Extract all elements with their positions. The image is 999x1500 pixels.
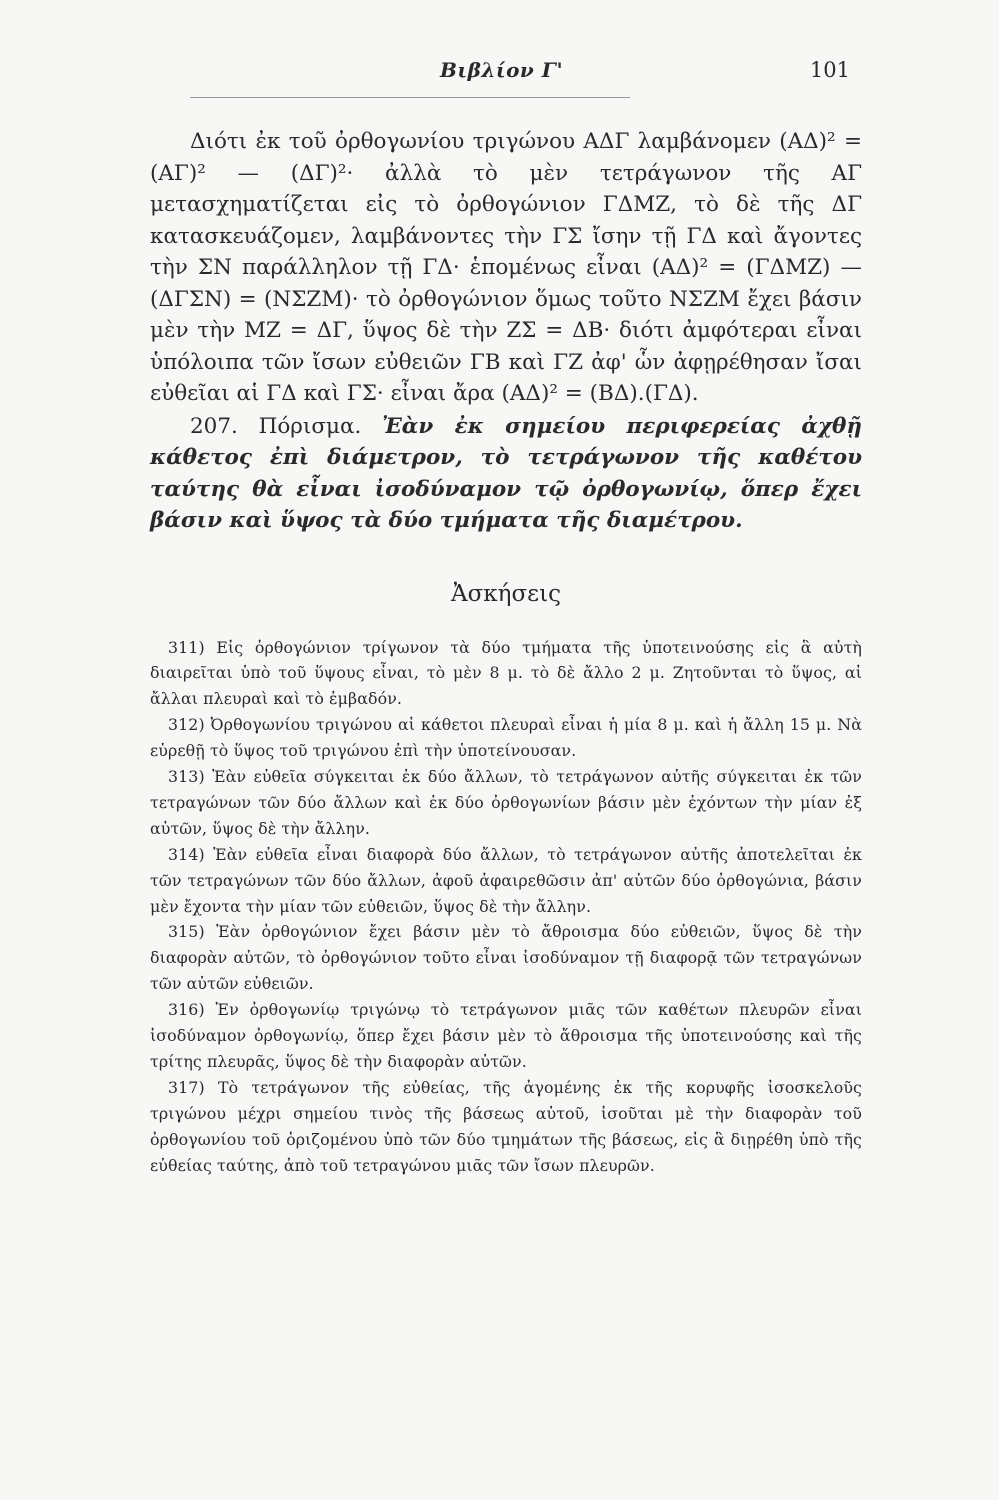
exercise-item: 314) Ἐὰν εὐθεῖα εἶναι διαφορὰ δύο ἄλλων, τὸ τετράγωνον αὐτῆς ἀποτελεῖται ἐκ τῶν τετραγώνων τῶν δύο ἄλλων, ἀφοῦ ἀφαιρεθῶσιν ἀπ' αὐτῶν δύο ὀρθογώνια, βάσιν μὲν ἔχοντα τὴν μίαν τῶν εὐθειῶν, ὕψος δὲ τὴν ἄλλην. xyxy=(150,844,862,916)
exercise-item: 313) Ἐὰν εὐθεῖα σύγκειται ἐκ δύο ἄλλων, τὸ τετράγωνον αὐτῆς σύγκειται ἐκ τῶν τετραγώνων τῶν δύο ἄλλων καὶ ἐκ δύο ὀρθογωνίων βάσιν μὲν ἐχόντων τὴν μίαν ἐξ αὐτῶν, ὕψος δὲ τὴν ἄλλην. xyxy=(150,767,862,838)
porisma-number: 207. Πόρισμα. xyxy=(190,413,362,439)
page-header xyxy=(150,58,850,98)
exercise-item: 312) Ὀρθογωνίου τριγώνου αἱ κάθετοι πλευραὶ εἶναι ἡ μία 8 μ. καὶ ἡ ἄλλη 15 μ. Νὰ εὑρεθῇ τὸ ὕψος τοῦ τριγώνου ἐπὶ τὴν ὑποτείνουσαν. xyxy=(150,715,862,761)
exercise-item: 316) Ἐν ὀρθογωνίῳ τριγώνῳ τὸ τετράγωνον μιᾶς τῶν καθέτων πλευρῶν εἶναι ἰσοδύναμον ὀρθογωνίῳ, ὅπερ ἔχει βάσιν μὲν τὸ ἄθροισμα τῆς ὑποτεινούσης καὶ τῆς τρίτης πλευρᾶς, ὕψος δὲ τὴν διαφορὰν αὐτῶν. xyxy=(150,1000,862,1071)
porisma-paragraph xyxy=(150,411,862,537)
running-title: Βιβλίον Γ' xyxy=(440,58,564,82)
exercise-item: 317) Τὸ τετράγωνον τῆς εὐθείας, τῆς ἀγομένης ἐκ τῆς κορυφῆς ἰσοσκελοῦς τριγώνου μέχρι σημείου τινὸς τῆς βάσεως αὐτοῦ, ἰσοῦται μὲ τὴν διαφορὰν τοῦ ὀρθογωνίου τοῦ ὁριζομένου ὑπὸ τῶν δύο τμημάτων τῆς βάσεως, εἰς ἃ διῃρέθη ὑπὸ τῆς εὐθείας ταύτης, ἀπὸ τοῦ τετραγώνου μιᾶς τῶν ἴσων πλευρῶν. xyxy=(150,1077,862,1175)
page-number: 101 xyxy=(809,58,850,82)
exercise-item: 311) Εἰς ὀρθογώνιον τρίγωνον τὰ δύο τμήματα τῆς ὑποτεινούσης εἰς ἃ αὐτὴ διαιρεῖται ὑπὸ τοῦ ὕψους εἶναι, τὸ μὲν 8 μ. τὸ δὲ ἄλλο 2 μ. Ζητοῦνται τὸ ὕψος, αἱ ἄλλαι πλευραὶ καὶ τὸ ἐμβαδόν. xyxy=(150,637,862,709)
porisma-statement: Ἐὰν ἐκ σημείου περιφερείας ἀχθῇ κάθετος ἐπὶ διάμετρον, τὸ τετράγωνον τῆς καθέτου ταύτης θὰ εἶναι ἰσοδύναμον τῷ ὀρθογωνίῳ, ὅπερ ἔχει βάσιν καὶ ὕψος τὰ δύο τμήματα τῆς διαμέτρου. xyxy=(150,413,862,533)
page-body xyxy=(150,126,862,1179)
exercise-item: 315) Ἐὰν ὀρθογώνιον ἔχει βάσιν μὲν τὸ ἄθροισμα δύο εὐθειῶν, ὕψος δὲ τὴν διαφορὰν αὐτῶν, τὸ ὀρθογώνιον τοῦτο εἶναι ἰσοδύναμον τῇ διαφορᾷ τῶν τετραγώνων τῶν αὐτῶν εὐθειῶν. xyxy=(150,922,862,994)
exercise-list xyxy=(150,635,862,1179)
header-rule xyxy=(190,97,630,98)
section-title: Ἀσκήσεις xyxy=(451,580,561,607)
proof-paragraph: Διότι ἐκ τοῦ ὀρθογωνίου τριγώνου ΑΔΓ λαμβάνομεν (ΑΔ)² = (ΑΓ)² — (ΔΓ)²· ἀλλὰ τὸ μὲν τετράγωνον τῆς ΑΓ μετασχηματίζεται εἰς τὸ ὀρθογώνιον ΓΔΜΖ, τὸ δὲ τῆς ΔΓ κατασκευάζομεν, λαμβάνοντες τὴν ΓΣ ἴσην τῇ ΓΔ καὶ ἄγοντες τὴν ΣΝ παράλληλον τῇ ΓΔ· ἑπομένως εἶναι (ΑΔ)² = (ΓΔΜΖ) — (ΔΓΣΝ) = (ΝΣΖΜ)· τὸ ὀρθογώνιον ὅμως τοῦτο ΝΣΖΜ ἔχει βάσιν μὲν τὴν ΜΖ = ΔΓ, ὕψος δὲ τὴν ΖΣ = ΔΒ· διότι ἀμφότεραι εἶναι ὑπόλοιπα τῶν ἴσων εὐθειῶν ΓΒ καὶ ΓΖ ἀφ' ὧν ἀφῃρέθησαν ἴσαι εὐθεῖαι αἱ ΓΔ καὶ ΓΣ· εἶναι ἄρα (ΑΔ)² = (ΒΔ).(ΓΔ). xyxy=(150,129,862,406)
